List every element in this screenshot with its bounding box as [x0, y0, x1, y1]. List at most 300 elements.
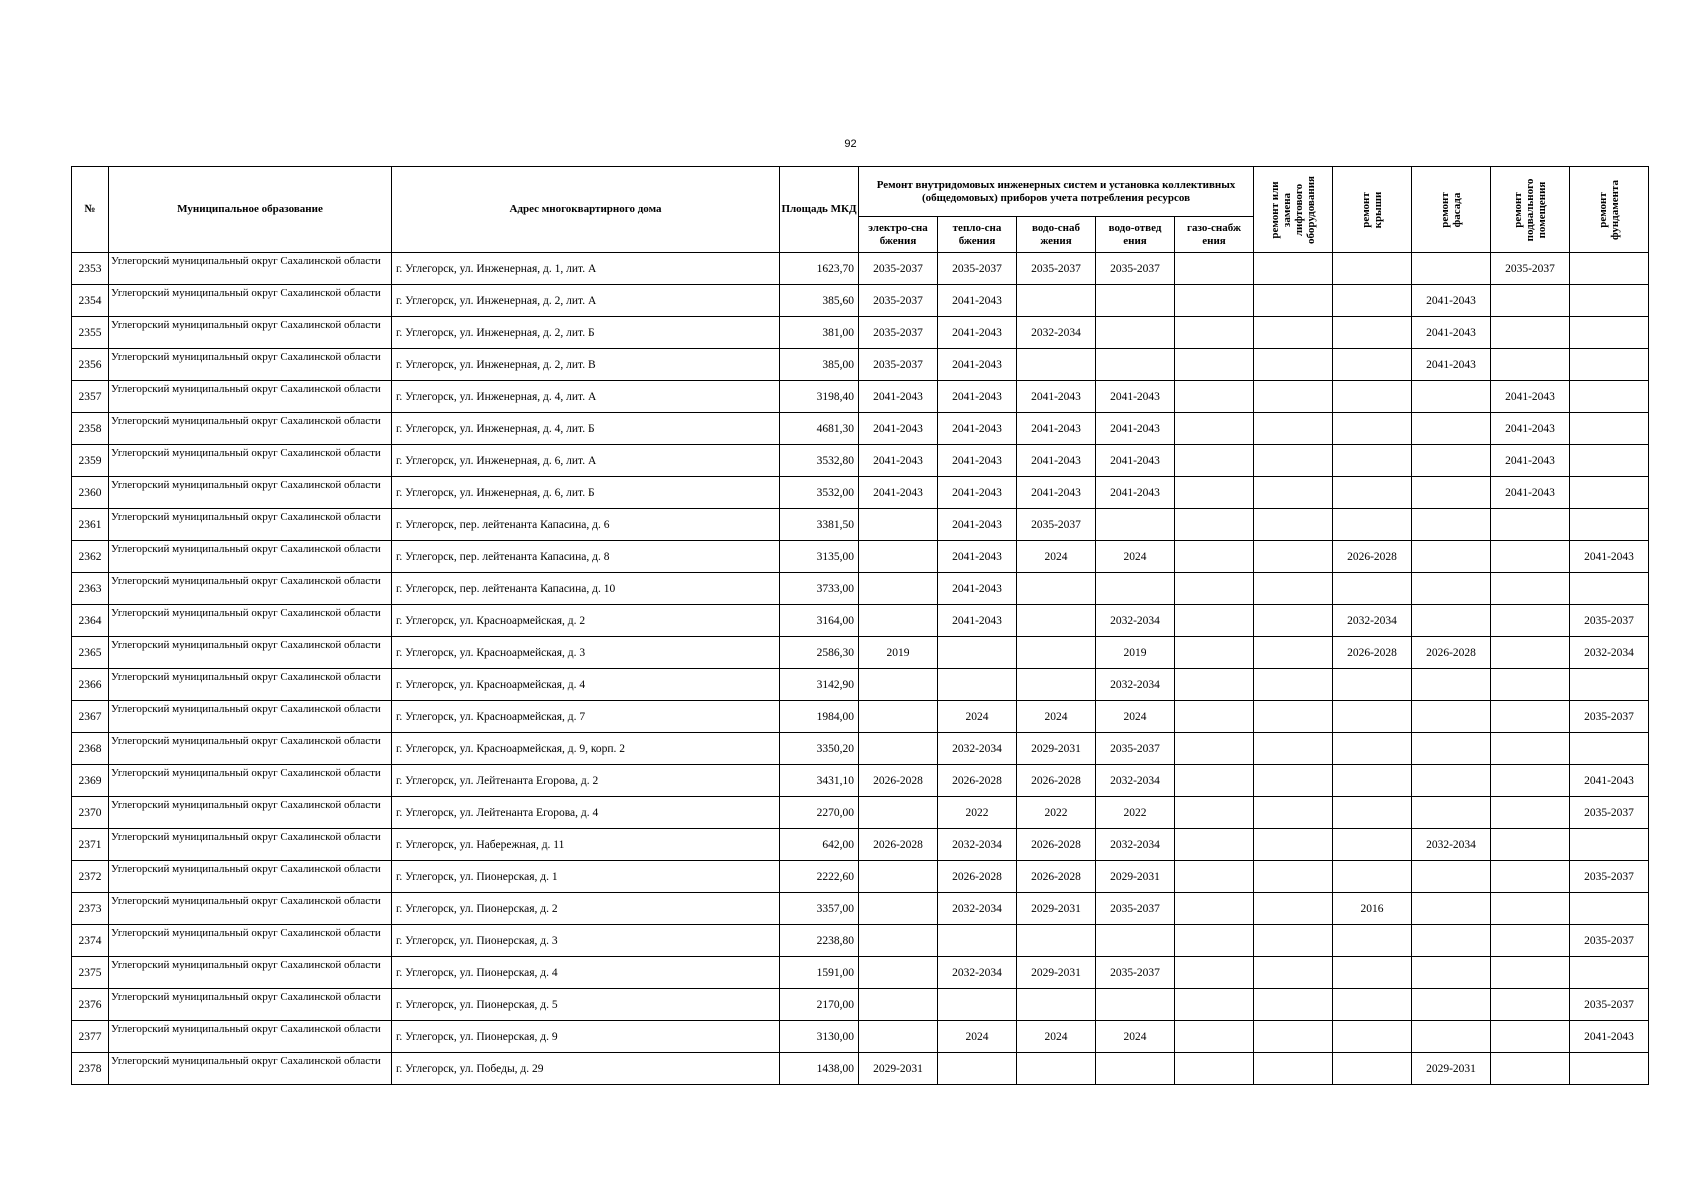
address-cell: г. Углегорск, пер. лейтенанта Капасина, д. 10: [392, 573, 780, 605]
header-address: Адрес многоквартирного дома: [392, 167, 780, 253]
drain-cell: 2024: [1096, 1021, 1175, 1053]
electro-cell: [859, 509, 938, 541]
drain-cell: 2029-2031: [1096, 861, 1175, 893]
roof-cell: [1333, 349, 1412, 381]
municipality-cell: Углегорский муниципальный округ Сахалинской области: [109, 893, 392, 925]
header-basement: ремонт подвального помещения: [1491, 167, 1570, 253]
foundation-cell: 2035-2037: [1570, 701, 1649, 733]
row-number: 2367: [72, 701, 109, 733]
facade-cell: [1412, 381, 1491, 413]
lift-cell: [1254, 701, 1333, 733]
lift-cell: [1254, 541, 1333, 573]
gas-cell: [1175, 637, 1254, 669]
drain-cell: [1096, 573, 1175, 605]
page-number: 92: [844, 138, 857, 150]
water-cell: 2035-2037: [1017, 253, 1096, 285]
address-cell: г. Углегорск, ул. Пионерская, д. 3: [392, 925, 780, 957]
drain-cell: 2035-2037: [1096, 253, 1175, 285]
electro-cell: [859, 1021, 938, 1053]
lift-cell: [1254, 253, 1333, 285]
row-number: 2371: [72, 829, 109, 861]
table-row: [72, 317, 1649, 349]
area-cell: 385,60: [780, 285, 859, 317]
address-cell: г. Углегорск, ул. Набережная, д. 11: [392, 829, 780, 861]
electro-cell: [859, 925, 938, 957]
table-row: [72, 605, 1649, 637]
municipality-cell: Углегорский муниципальный округ Сахалинской области: [109, 701, 392, 733]
roof-cell: [1333, 1053, 1412, 1085]
facade-cell: [1412, 573, 1491, 605]
address-cell: г. Углегорск, ул. Лейтенанта Егорова, д. 2: [392, 765, 780, 797]
drain-cell: 2035-2037: [1096, 893, 1175, 925]
lift-cell: [1254, 829, 1333, 861]
drain-cell: 2035-2037: [1096, 733, 1175, 765]
table-row: [72, 765, 1649, 797]
row-number: 2368: [72, 733, 109, 765]
gas-cell: [1175, 605, 1254, 637]
gas-cell: [1175, 829, 1254, 861]
drain-cell: [1096, 285, 1175, 317]
basement-cell: [1491, 829, 1570, 861]
water-cell: 2026-2028: [1017, 765, 1096, 797]
foundation-cell: [1570, 381, 1649, 413]
table-row: [72, 349, 1649, 381]
facade-cell: [1412, 413, 1491, 445]
roof-cell: [1333, 765, 1412, 797]
table-header: [72, 167, 1649, 253]
municipality-cell: Углегорский муниципальный округ Сахалинской области: [109, 317, 392, 349]
row-number: 2366: [72, 669, 109, 701]
table-row: [72, 637, 1649, 669]
gas-cell: [1175, 925, 1254, 957]
heat-cell: 2041-2043: [938, 509, 1017, 541]
municipality-cell: Углегорский муниципальный округ Сахалинской области: [109, 765, 392, 797]
heat-cell: 2041-2043: [938, 477, 1017, 509]
facade-cell: [1412, 541, 1491, 573]
area-cell: 381,00: [780, 317, 859, 349]
table-row: [72, 509, 1649, 541]
water-cell: [1017, 285, 1096, 317]
lift-cell: [1254, 765, 1333, 797]
lift-cell: [1254, 733, 1333, 765]
electro-cell: [859, 669, 938, 701]
gas-cell: [1175, 573, 1254, 605]
water-cell: 2026-2028: [1017, 829, 1096, 861]
basement-cell: [1491, 573, 1570, 605]
electro-cell: 2041-2043: [859, 413, 938, 445]
row-number: 2365: [72, 637, 109, 669]
electro-cell: [859, 957, 938, 989]
basement-cell: [1491, 669, 1570, 701]
water-cell: 2041-2043: [1017, 477, 1096, 509]
lift-cell: [1254, 285, 1333, 317]
lift-cell: [1254, 317, 1333, 349]
foundation-cell: [1570, 285, 1649, 317]
basement-cell: [1491, 989, 1570, 1021]
roof-cell: 2032-2034: [1333, 605, 1412, 637]
lift-cell: [1254, 669, 1333, 701]
facade-cell: 2041-2043: [1412, 317, 1491, 349]
address-cell: г. Углегорск, ул. Пионерская, д. 2: [392, 893, 780, 925]
heat-cell: [938, 925, 1017, 957]
drain-cell: 2032-2034: [1096, 829, 1175, 861]
water-cell: 2029-2031: [1017, 957, 1096, 989]
water-cell: 2029-2031: [1017, 893, 1096, 925]
gas-cell: [1175, 541, 1254, 573]
address-cell: г. Углегорск, ул. Инженерная, д. 6, лит. Б: [392, 477, 780, 509]
address-cell: г. Углегорск, ул. Инженерная, д. 4, лит. А: [392, 381, 780, 413]
table-row: [72, 733, 1649, 765]
roof-cell: [1333, 573, 1412, 605]
address-cell: г. Углегорск, ул. Победы, д. 29: [392, 1053, 780, 1085]
water-cell: [1017, 637, 1096, 669]
water-cell: 2041-2043: [1017, 413, 1096, 445]
lift-cell: [1254, 445, 1333, 477]
drain-cell: 2032-2034: [1096, 669, 1175, 701]
gas-cell: [1175, 957, 1254, 989]
heat-cell: 2041-2043: [938, 541, 1017, 573]
roof-cell: [1333, 701, 1412, 733]
roof-cell: [1333, 861, 1412, 893]
row-number: 2362: [72, 541, 109, 573]
gas-cell: [1175, 701, 1254, 733]
facade-cell: [1412, 701, 1491, 733]
basement-cell: [1491, 701, 1570, 733]
heat-cell: 2026-2028: [938, 765, 1017, 797]
gas-cell: [1175, 797, 1254, 829]
roof-cell: [1333, 285, 1412, 317]
address-cell: г. Углегорск, ул. Инженерная, д. 2, лит. А: [392, 285, 780, 317]
row-number: 2358: [72, 413, 109, 445]
address-cell: г. Углегорск, ул. Инженерная, д. 1, лит. А: [392, 253, 780, 285]
table-row: [72, 1021, 1649, 1053]
facade-cell: [1412, 733, 1491, 765]
heat-cell: 2041-2043: [938, 573, 1017, 605]
drain-cell: [1096, 317, 1175, 349]
heat-cell: 2035-2037: [938, 253, 1017, 285]
area-cell: 3357,00: [780, 893, 859, 925]
lift-cell: [1254, 413, 1333, 445]
facade-cell: 2026-2028: [1412, 637, 1491, 669]
address-cell: г. Углегорск, пер. лейтенанта Капасина, д. 8: [392, 541, 780, 573]
basement-cell: [1491, 509, 1570, 541]
electro-cell: [859, 893, 938, 925]
roof-cell: [1333, 797, 1412, 829]
foundation-cell: 2041-2043: [1570, 1021, 1649, 1053]
roof-cell: [1333, 925, 1412, 957]
basement-cell: 2041-2043: [1491, 445, 1570, 477]
row-number: 2364: [72, 605, 109, 637]
area-cell: 1623,70: [780, 253, 859, 285]
header-roof: ремонт крыши: [1333, 167, 1412, 253]
basement-cell: [1491, 765, 1570, 797]
water-cell: 2035-2037: [1017, 509, 1096, 541]
heat-cell: 2032-2034: [938, 829, 1017, 861]
facade-cell: [1412, 253, 1491, 285]
row-number: 2378: [72, 1053, 109, 1085]
roof-cell: [1333, 957, 1412, 989]
water-cell: 2041-2043: [1017, 445, 1096, 477]
drain-cell: 2041-2043: [1096, 445, 1175, 477]
gas-cell: [1175, 349, 1254, 381]
table-row: [72, 253, 1649, 285]
header-water: водо-снабжения: [1017, 217, 1096, 253]
facade-cell: 2041-2043: [1412, 349, 1491, 381]
table-row: [72, 1053, 1649, 1085]
municipality-cell: Углегорский муниципальный округ Сахалинской области: [109, 509, 392, 541]
drain-cell: 2024: [1096, 701, 1175, 733]
drain-cell: [1096, 989, 1175, 1021]
area-cell: 1591,00: [780, 957, 859, 989]
foundation-cell: [1570, 477, 1649, 509]
water-cell: 2026-2028: [1017, 861, 1096, 893]
foundation-cell: [1570, 413, 1649, 445]
heat-cell: 2024: [938, 701, 1017, 733]
area-cell: 3532,80: [780, 445, 859, 477]
municipality-cell: Углегорский муниципальный округ Сахалинской области: [109, 253, 392, 285]
lift-cell: [1254, 957, 1333, 989]
row-number: 2377: [72, 1021, 109, 1053]
gas-cell: [1175, 477, 1254, 509]
table-row: [72, 573, 1649, 605]
row-number: 2375: [72, 957, 109, 989]
electro-cell: 2041-2043: [859, 381, 938, 413]
electro-cell: [859, 733, 938, 765]
heat-cell: 2022: [938, 797, 1017, 829]
electro-cell: [859, 989, 938, 1021]
row-number: 2356: [72, 349, 109, 381]
capital-repair-table: [71, 166, 1649, 1085]
electro-cell: 2026-2028: [859, 765, 938, 797]
drain-cell: 2041-2043: [1096, 413, 1175, 445]
basement-cell: [1491, 861, 1570, 893]
electro-cell: 2029-2031: [859, 1053, 938, 1085]
basement-cell: [1491, 285, 1570, 317]
header-foundation: ремонт фундамента: [1570, 167, 1649, 253]
gas-cell: [1175, 989, 1254, 1021]
table-row: [72, 957, 1649, 989]
basement-cell: 2041-2043: [1491, 381, 1570, 413]
basement-cell: 2041-2043: [1491, 413, 1570, 445]
area-cell: 3164,00: [780, 605, 859, 637]
address-cell: г. Углегорск, ул. Пионерская, д. 1: [392, 861, 780, 893]
roof-cell: [1333, 381, 1412, 413]
water-cell: [1017, 925, 1096, 957]
foundation-cell: 2035-2037: [1570, 989, 1649, 1021]
header-area: Площадь МКД: [780, 167, 859, 253]
foundation-cell: 2032-2034: [1570, 637, 1649, 669]
heat-cell: 2041-2043: [938, 349, 1017, 381]
lift-cell: [1254, 861, 1333, 893]
foundation-cell: 2035-2037: [1570, 797, 1649, 829]
address-cell: г. Углегорск, ул. Красноармейская, д. 9, корп. 2: [392, 733, 780, 765]
basement-cell: [1491, 893, 1570, 925]
area-cell: 3381,50: [780, 509, 859, 541]
row-number: 2357: [72, 381, 109, 413]
facade-cell: [1412, 989, 1491, 1021]
basement-cell: [1491, 797, 1570, 829]
facade-cell: 2041-2043: [1412, 285, 1491, 317]
basement-cell: 2035-2037: [1491, 253, 1570, 285]
heat-cell: 2024: [938, 1021, 1017, 1053]
gas-cell: [1175, 285, 1254, 317]
heat-cell: 2041-2043: [938, 605, 1017, 637]
facade-cell: [1412, 925, 1491, 957]
municipality-cell: Углегорский муниципальный округ Сахалинской области: [109, 381, 392, 413]
area-cell: 2170,00: [780, 989, 859, 1021]
foundation-cell: [1570, 253, 1649, 285]
heat-cell: 2041-2043: [938, 285, 1017, 317]
basement-cell: [1491, 637, 1570, 669]
drain-cell: 2032-2034: [1096, 765, 1175, 797]
area-cell: 642,00: [780, 829, 859, 861]
foundation-cell: [1570, 509, 1649, 541]
electro-cell: [859, 541, 938, 573]
roof-cell: [1333, 477, 1412, 509]
gas-cell: [1175, 317, 1254, 349]
electro-cell: 2035-2037: [859, 349, 938, 381]
heat-cell: [938, 1053, 1017, 1085]
area-cell: 3431,10: [780, 765, 859, 797]
gas-cell: [1175, 861, 1254, 893]
heat-cell: 2041-2043: [938, 381, 1017, 413]
gas-cell: [1175, 1053, 1254, 1085]
facade-cell: 2032-2034: [1412, 829, 1491, 861]
electro-cell: 2035-2037: [859, 285, 938, 317]
area-cell: 2270,00: [780, 797, 859, 829]
address-cell: г. Углегорск, ул. Пионерская, д. 5: [392, 989, 780, 1021]
water-cell: [1017, 573, 1096, 605]
table-row: [72, 445, 1649, 477]
heat-cell: 2041-2043: [938, 413, 1017, 445]
row-number: 2363: [72, 573, 109, 605]
address-cell: г. Углегорск, ул. Инженерная, д. 2, лит. В: [392, 349, 780, 381]
municipality-cell: Углегорский муниципальный округ Сахалинской области: [109, 861, 392, 893]
gas-cell: [1175, 413, 1254, 445]
electro-cell: [859, 605, 938, 637]
header-heat: тепло-снабжения: [938, 217, 1017, 253]
facade-cell: [1412, 797, 1491, 829]
basement-cell: [1491, 605, 1570, 637]
gas-cell: [1175, 733, 1254, 765]
basement-cell: [1491, 957, 1570, 989]
municipality-cell: Углегорский муниципальный округ Сахалинской области: [109, 477, 392, 509]
roof-cell: [1333, 413, 1412, 445]
water-cell: [1017, 605, 1096, 637]
row-number: 2376: [72, 989, 109, 1021]
foundation-cell: [1570, 445, 1649, 477]
lift-cell: [1254, 349, 1333, 381]
table-row: [72, 829, 1649, 861]
address-cell: г. Углегорск, ул. Пионерская, д. 9: [392, 1021, 780, 1053]
table-row: [72, 477, 1649, 509]
drain-cell: 2041-2043: [1096, 477, 1175, 509]
heat-cell: 2032-2034: [938, 893, 1017, 925]
table-row: [72, 381, 1649, 413]
water-cell: [1017, 989, 1096, 1021]
area-cell: 4681,30: [780, 413, 859, 445]
row-number: 2370: [72, 797, 109, 829]
area-cell: 2222,60: [780, 861, 859, 893]
municipality-cell: Углегорский муниципальный округ Сахалинской области: [109, 989, 392, 1021]
table-row: [72, 701, 1649, 733]
foundation-cell: [1570, 1053, 1649, 1085]
foundation-cell: 2035-2037: [1570, 925, 1649, 957]
roof-cell: 2026-2028: [1333, 541, 1412, 573]
gas-cell: [1175, 765, 1254, 797]
roof-cell: [1333, 1021, 1412, 1053]
facade-cell: [1412, 861, 1491, 893]
water-cell: [1017, 349, 1096, 381]
facade-cell: [1412, 445, 1491, 477]
row-number: 2353: [72, 253, 109, 285]
foundation-cell: [1570, 573, 1649, 605]
municipality-cell: Углегорский муниципальный округ Сахалинской области: [109, 445, 392, 477]
municipality-cell: Углегорский муниципальный округ Сахалинской области: [109, 605, 392, 637]
electro-cell: [859, 573, 938, 605]
address-cell: г. Углегорск, ул. Красноармейская, д. 4: [392, 669, 780, 701]
roof-cell: [1333, 445, 1412, 477]
municipality-cell: Углегорский муниципальный округ Сахалинской области: [109, 733, 392, 765]
table-row: [72, 893, 1649, 925]
gas-cell: [1175, 893, 1254, 925]
table-row: [72, 861, 1649, 893]
drain-cell: 2035-2037: [1096, 957, 1175, 989]
electro-cell: 2041-2043: [859, 445, 938, 477]
basement-cell: [1491, 317, 1570, 349]
heat-cell: 2041-2043: [938, 445, 1017, 477]
electro-cell: 2019: [859, 637, 938, 669]
address-cell: г. Углегорск, ул. Пионерская, д. 4: [392, 957, 780, 989]
lift-cell: [1254, 381, 1333, 413]
heat-cell: [938, 637, 1017, 669]
area-cell: 1984,00: [780, 701, 859, 733]
table-row: [72, 989, 1649, 1021]
lift-cell: [1254, 1053, 1333, 1085]
gas-cell: [1175, 445, 1254, 477]
row-number: 2374: [72, 925, 109, 957]
basement-cell: 2041-2043: [1491, 477, 1570, 509]
row-number: 2372: [72, 861, 109, 893]
electro-cell: 2041-2043: [859, 477, 938, 509]
row-number: 2361: [72, 509, 109, 541]
heat-cell: [938, 669, 1017, 701]
lift-cell: [1254, 1021, 1333, 1053]
address-cell: г. Углегорск, ул. Лейтенанта Егорова, д. 4: [392, 797, 780, 829]
row-number: 2354: [72, 285, 109, 317]
lift-cell: [1254, 989, 1333, 1021]
basement-cell: [1491, 925, 1570, 957]
lift-cell: [1254, 637, 1333, 669]
water-cell: 2041-2043: [1017, 381, 1096, 413]
water-cell: 2024: [1017, 1021, 1096, 1053]
lift-cell: [1254, 797, 1333, 829]
area-cell: 3350,20: [780, 733, 859, 765]
row-number: 2369: [72, 765, 109, 797]
municipality-cell: Углегорский муниципальный округ Сахалинской области: [109, 925, 392, 957]
gas-cell: [1175, 381, 1254, 413]
roof-cell: [1333, 989, 1412, 1021]
header-drain: водо-отведения: [1096, 217, 1175, 253]
foundation-cell: 2041-2043: [1570, 765, 1649, 797]
address-cell: г. Углегорск, пер. лейтенанта Капасина, д. 6: [392, 509, 780, 541]
area-cell: 3135,00: [780, 541, 859, 573]
drain-cell: 2032-2034: [1096, 605, 1175, 637]
facade-cell: [1412, 765, 1491, 797]
address-cell: г. Углегорск, ул. Красноармейская, д. 3: [392, 637, 780, 669]
header-facade: ремонт фасада: [1412, 167, 1491, 253]
facade-cell: [1412, 1021, 1491, 1053]
